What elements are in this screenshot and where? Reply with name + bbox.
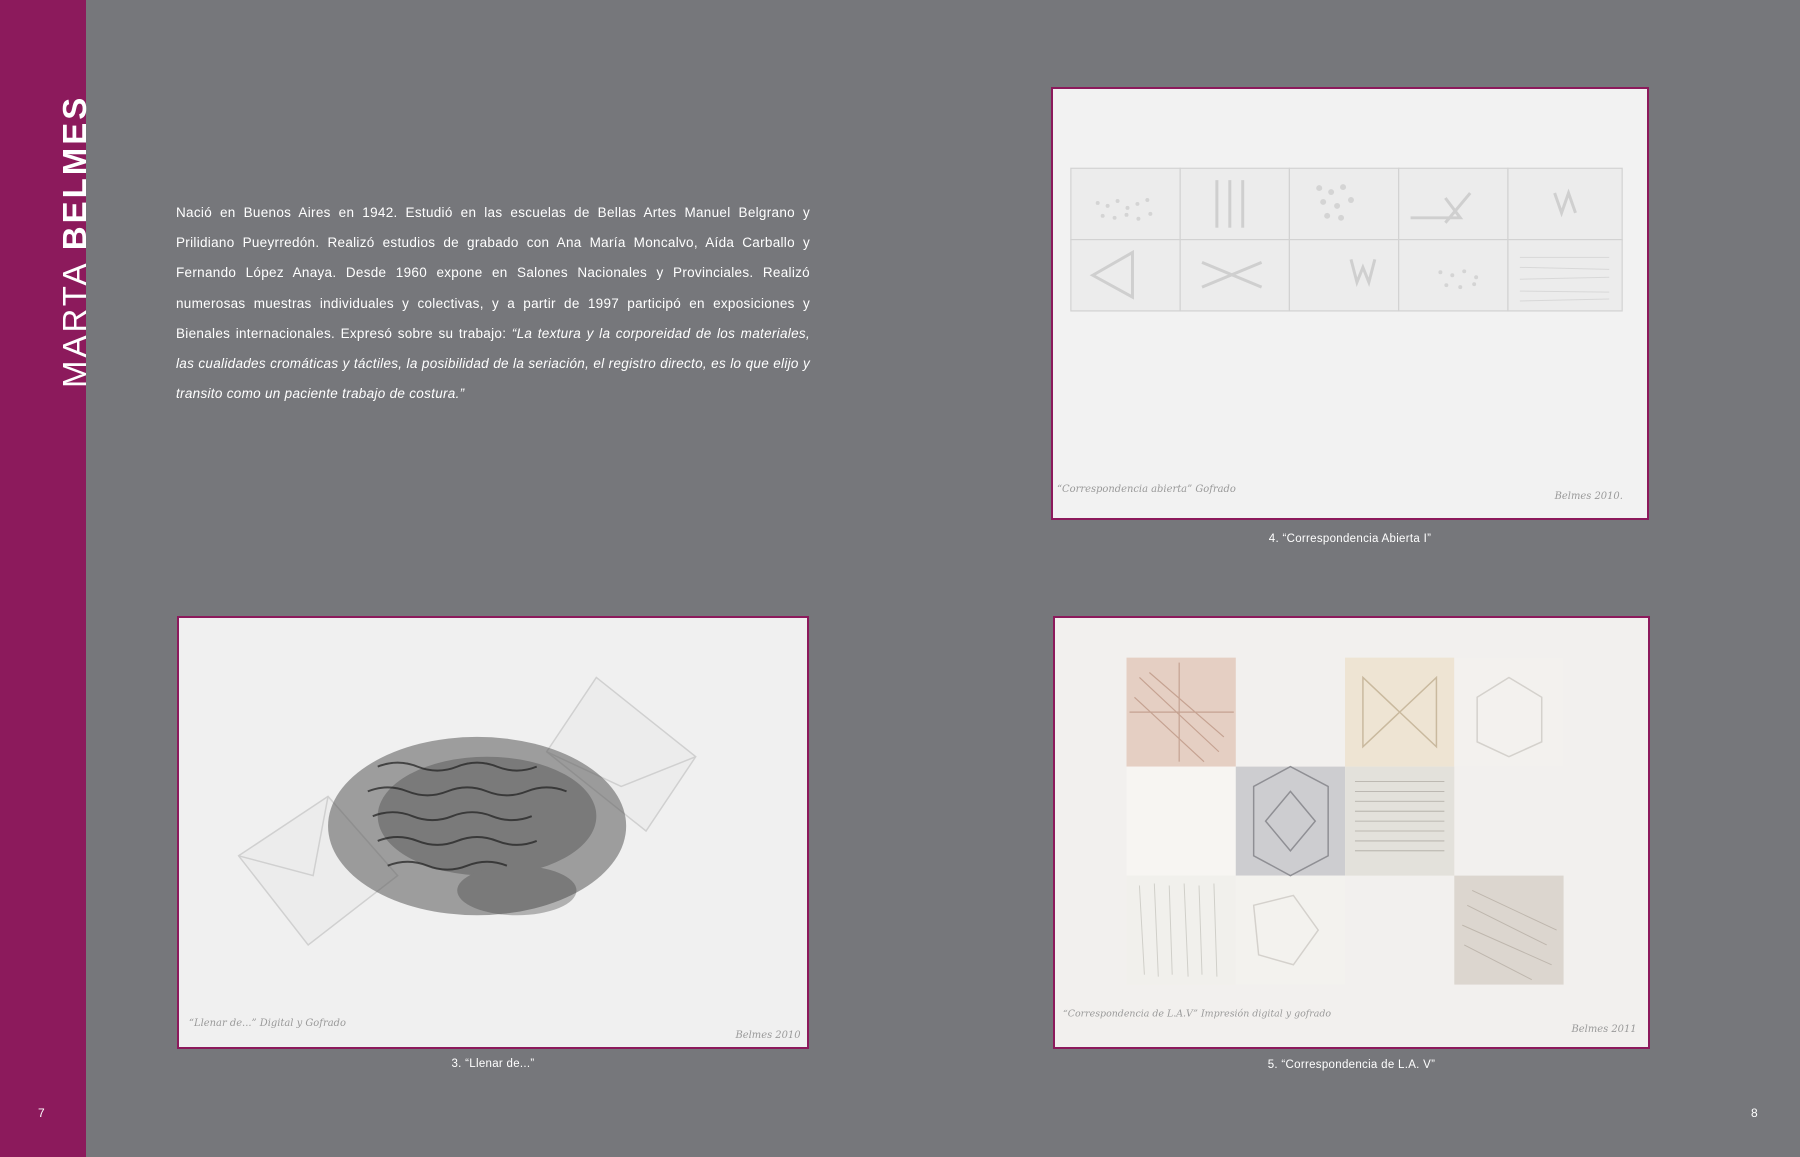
- artwork-caption: 4. “Correspondencia Abierta I”: [1268, 533, 1432, 545]
- sidebar: [0, 0, 93, 1157]
- embossed-grid-image: [1053, 89, 1647, 518]
- artist-first-name: MARTA: [56, 262, 93, 388]
- artwork-caption: 5. “Correspondencia de L.A. V”: [1267, 1059, 1436, 1071]
- envelope-ink-image: [179, 618, 807, 1047]
- bio-quote: “La textura y la corporeidad de los materiales, las cualidades cromáticas y táctiles, la posibilidad de la seriación, el registro directo, es lo que elijo y transito como un paciente trabajo de costura.”: [176, 325, 810, 402]
- inscription-title: “Llenar de...” Digital y Gofrado: [188, 1018, 346, 1030]
- page-number-right: 8: [1751, 1106, 1758, 1120]
- artwork-caption: 3. “Llenar de...”: [451, 1058, 535, 1070]
- artwork-correspondencia-lav: [1053, 616, 1650, 1049]
- page-number-left: 7: [38, 1106, 45, 1120]
- inscription-signature: Belmes 2010: [735, 1030, 801, 1042]
- artwork-llenar-de: [177, 616, 809, 1049]
- artist-last-name: BELMES: [56, 94, 93, 251]
- bio-text: Nació en Buenos Aires en 1942. Estudió en las escuelas de Bellas Artes Manuel Belgrano y Prilidiano Pueyrredón. Realizó estudios de grabado con Ana María Moncalvo, Aída Carballo y Fernando López Anaya. Desde 1960 expone en Salones Nacionales y Provinciales. Realizó numerosas muestras individuales y colectivas, y a partir de 1997 participó en exposiciones y Bienales internacionales. Expresó sobre su trabajo:: [176, 205, 810, 341]
- artist-name-vertical: [58, 95, 91, 388]
- inscription-signature: Belmes 2010.: [1554, 491, 1623, 503]
- artist-biography: [176, 198, 810, 409]
- artwork-correspondencia-abierta: [1051, 87, 1649, 520]
- collage-grid-image: [1055, 618, 1648, 1047]
- inscription-title: “Correspondencia abierta” Gofrado: [1056, 484, 1236, 496]
- inscription-signature: Belmes 2011: [1571, 1024, 1637, 1036]
- inscription-title: “Correspondencia de L.A.V” Impresión digital y gofrado: [1062, 1008, 1332, 1020]
